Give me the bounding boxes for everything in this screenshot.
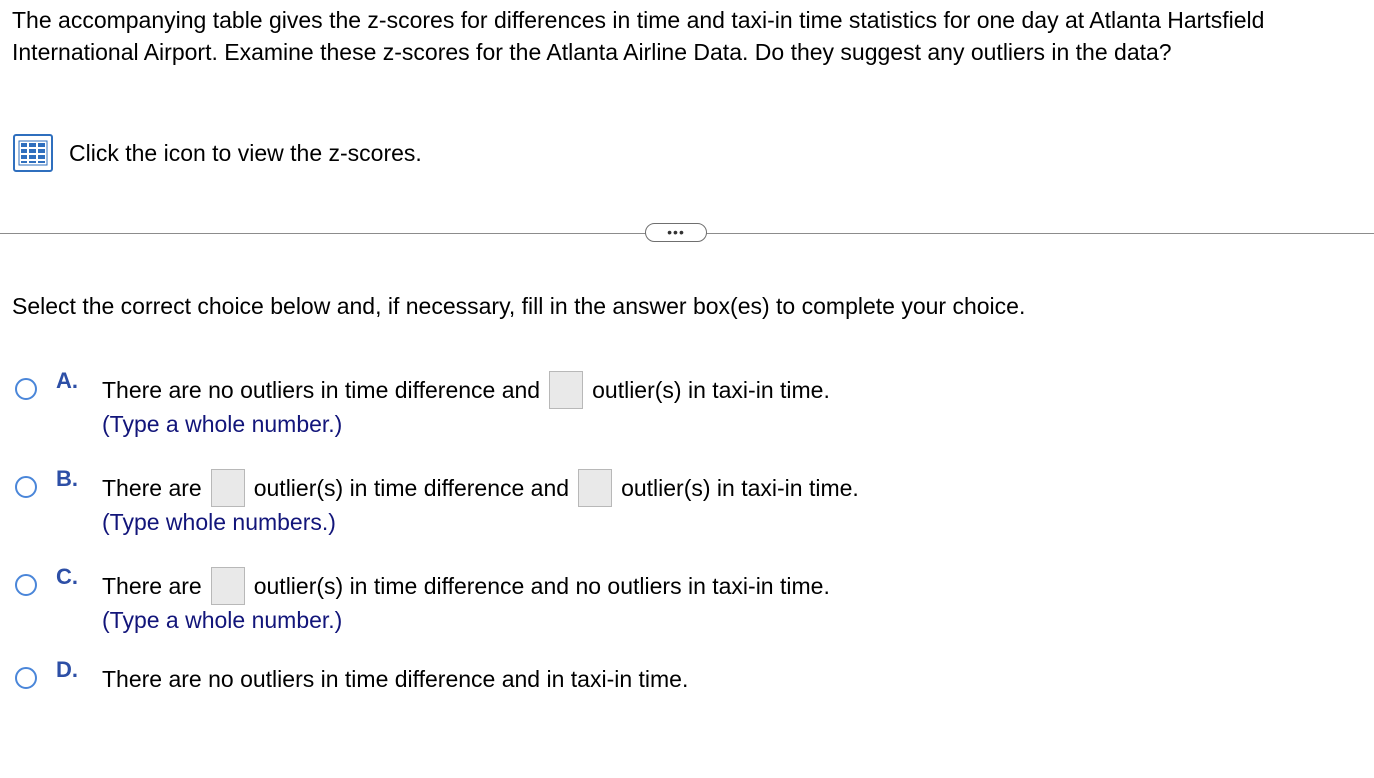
- choice-d-text-1: There are no outliers in time difference and in taxi-in time.: [102, 665, 689, 692]
- choice-d-statement: [102, 660, 688, 698]
- choice-c-statement: [102, 567, 830, 605]
- choice-b-text-2: outlier(s) in time difference and: [253, 474, 570, 501]
- choice-d-radio[interactable]: [15, 667, 37, 689]
- choice-a-radio[interactable]: [15, 378, 37, 400]
- choice-c-answer-box[interactable]: [211, 567, 245, 605]
- choice-d-letter[interactable]: D.: [56, 657, 78, 682]
- choice-c-hint: (Type a whole number.): [102, 607, 343, 633]
- choice-c-text-1: There are: [102, 572, 202, 599]
- instruction-text: Select the correct choice below and, if necessary, fill in the answer box(es) to complete your choice.: [12, 293, 1026, 319]
- choice-c-radio[interactable]: [15, 574, 37, 596]
- more-button[interactable]: •••: [645, 223, 707, 242]
- choice-b-radio[interactable]: [15, 476, 37, 498]
- choice-b-letter[interactable]: B.: [56, 466, 78, 491]
- table-grid-icon: [18, 140, 48, 166]
- choice-b-text-3: outlier(s) in taxi-in time.: [621, 474, 859, 501]
- view-zscores-row: [13, 131, 422, 175]
- choice-c-letter[interactable]: C.: [56, 564, 78, 589]
- choice-b-text-1: There are: [102, 474, 202, 501]
- choice-a-text-2: outlier(s) in taxi-in time.: [592, 376, 830, 403]
- choice-b-hint: (Type whole numbers.): [102, 509, 336, 535]
- choice-b-statement: [102, 469, 859, 507]
- table-icon[interactable]: [13, 134, 53, 172]
- choice-b-answer-box-2[interactable]: [578, 469, 612, 507]
- view-zscores-text: Click the icon to view the z-scores.: [69, 139, 422, 166]
- choice-a-hint: (Type a whole number.): [102, 411, 343, 437]
- choice-a-letter[interactable]: A.: [56, 368, 78, 393]
- question-text: The accompanying table gives the z-scores for differences in time and taxi-in time statistics for one day at Atlanta Hartsfield International Airport. Examine these z-scores for the Atlanta Airline Data. Do they suggest any outliers in the data?: [12, 7, 1265, 65]
- choice-b-answer-box-1[interactable]: [211, 469, 245, 507]
- choice-c-text-2: outlier(s) in time difference and no outliers in taxi-in time.: [253, 572, 830, 599]
- choice-a-answer-box[interactable]: [549, 371, 583, 409]
- choice-a-statement: [102, 371, 830, 409]
- choice-a-text-1: There are no outliers in time difference and: [102, 376, 541, 403]
